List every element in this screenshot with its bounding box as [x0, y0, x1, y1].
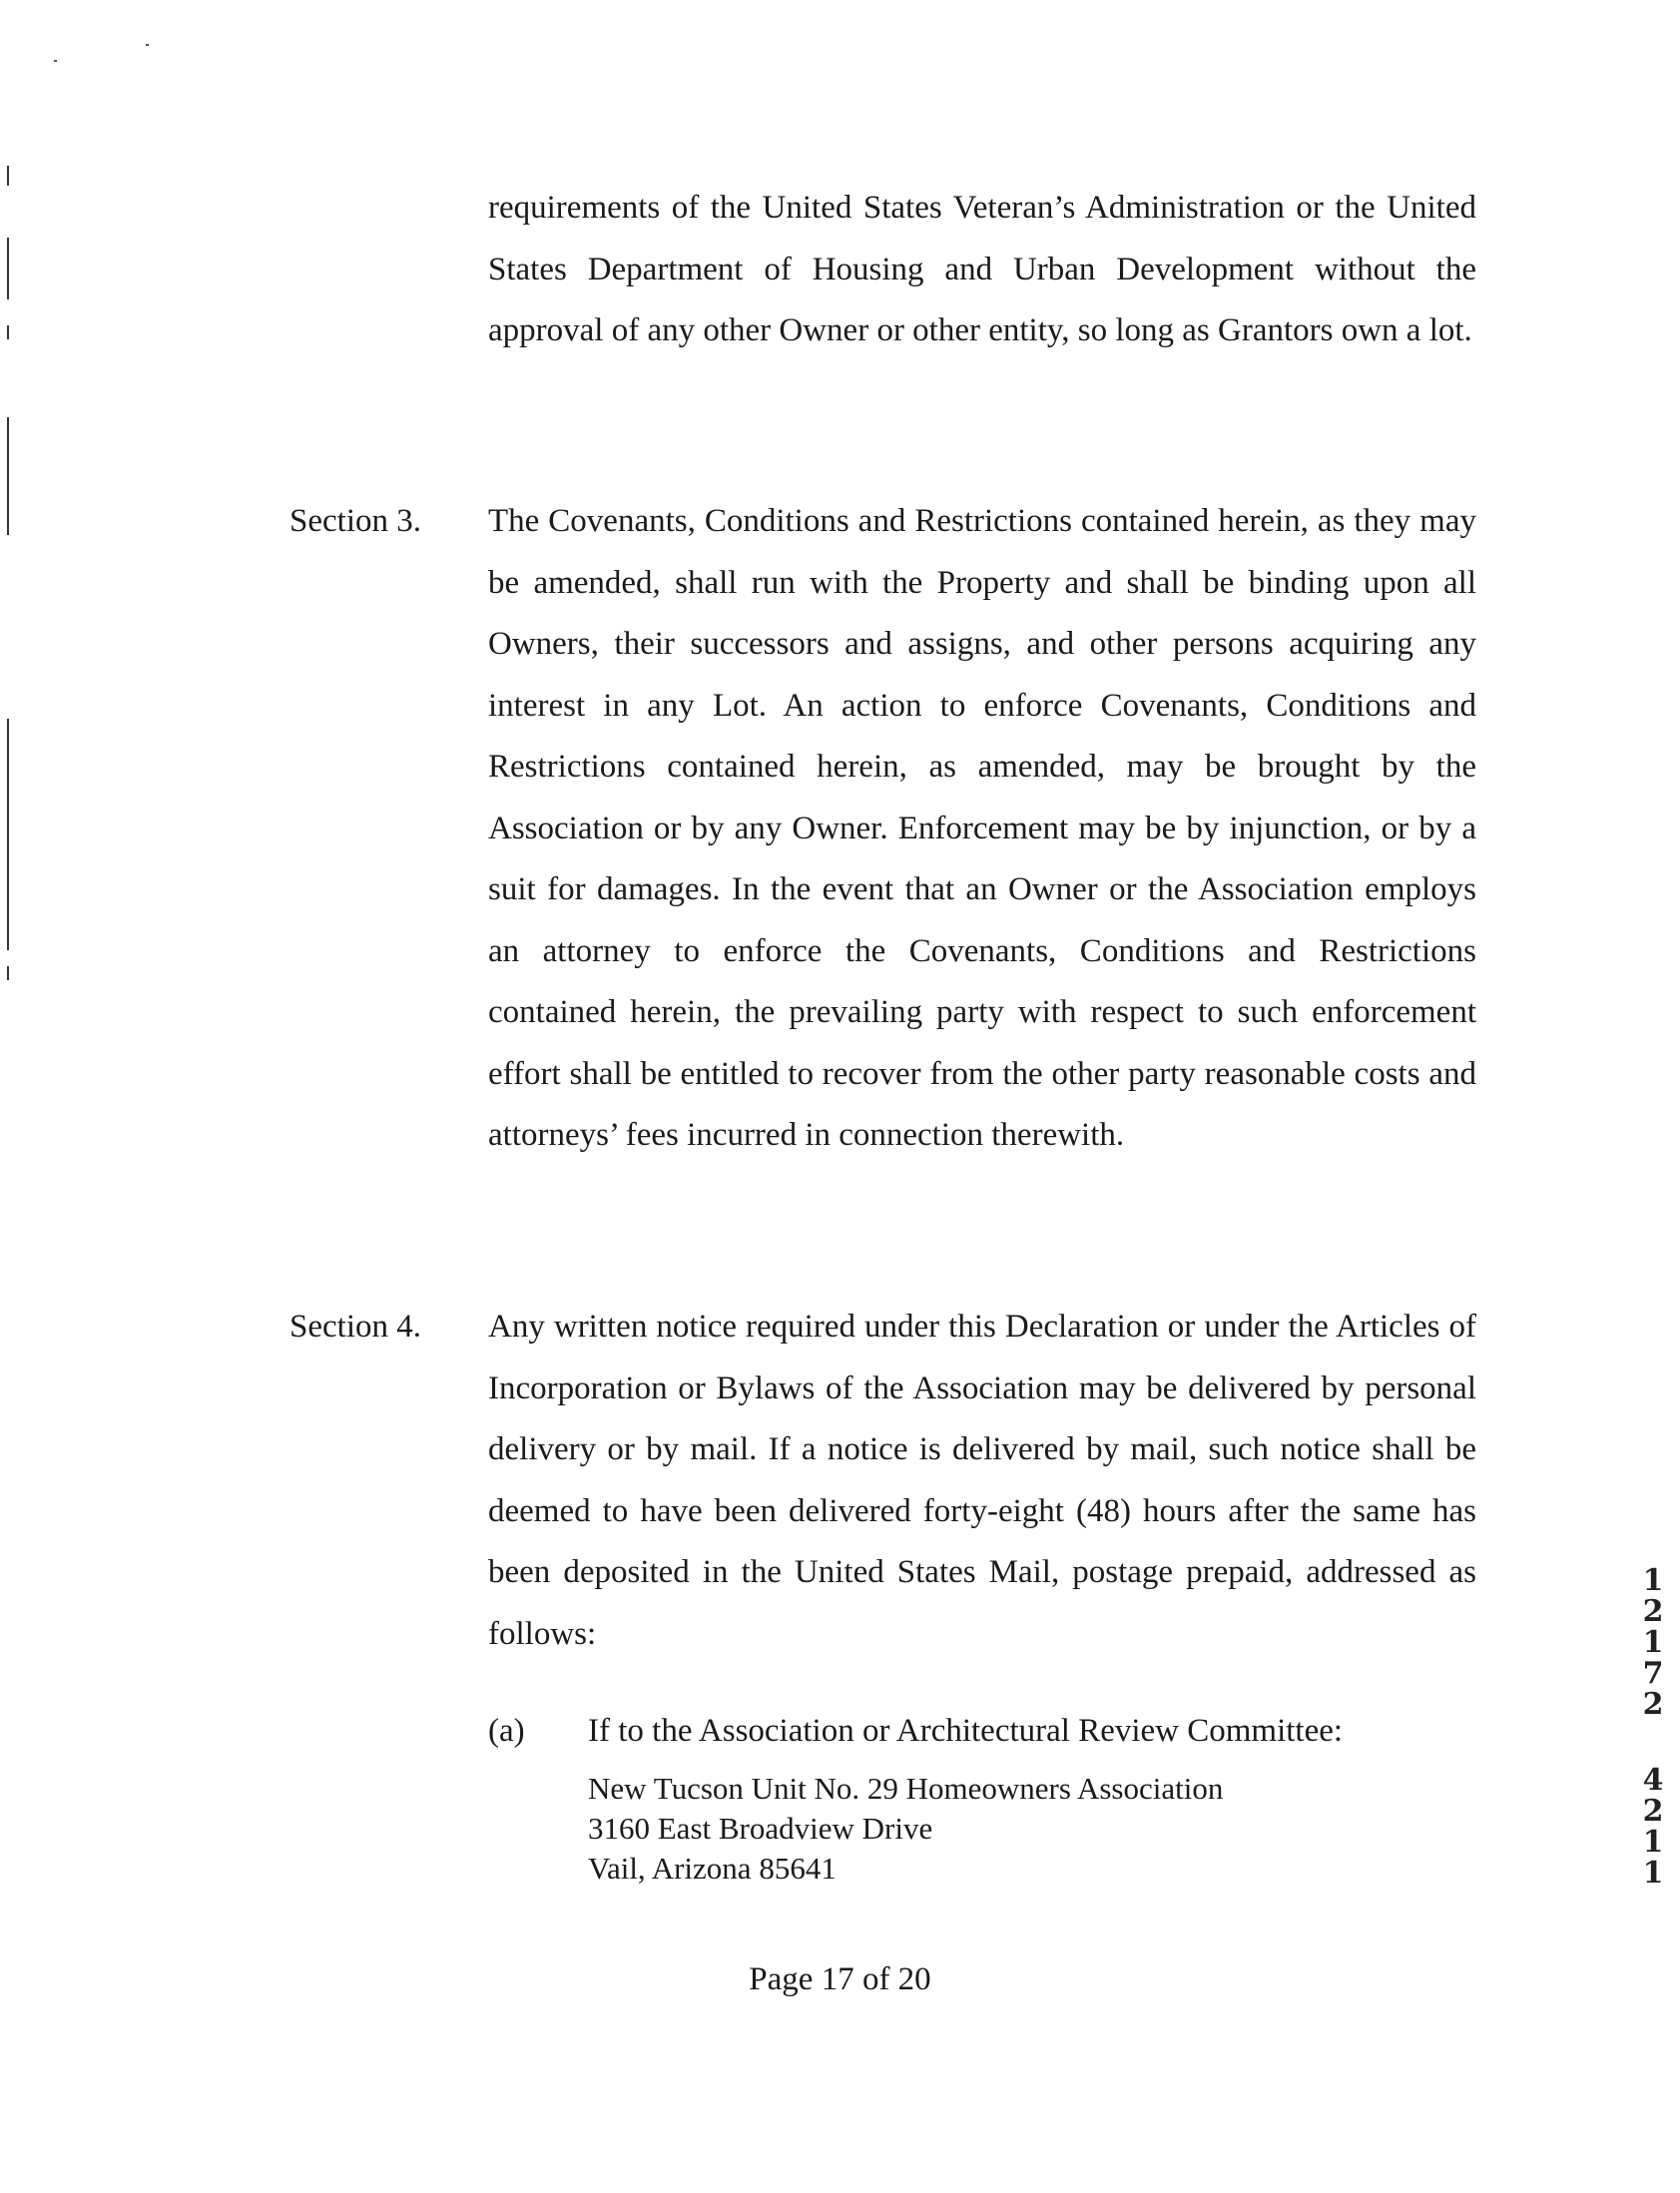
- recording-digit: 7: [1642, 1656, 1664, 1691]
- recording-digit: 1: [1642, 1856, 1664, 1891]
- recording-digit: 1: [1642, 1563, 1664, 1598]
- recording-number-bottom: [1639, 1765, 1667, 1889]
- recording-digit: 2: [1642, 1794, 1664, 1829]
- recording-digit: 4: [1642, 1763, 1664, 1798]
- margin-line: [7, 238, 9, 299]
- address-line-name: New Tucson Unit No. 29 Homeowners Association: [588, 1771, 1224, 1806]
- margin-line: [7, 166, 9, 186]
- subsection-a-label: (a): [488, 1713, 525, 1749]
- recording-digit: 2: [1642, 1687, 1664, 1722]
- margin-line: [7, 719, 9, 950]
- scan-speck: [146, 44, 149, 46]
- address-line-street: 3160 East Broadview Drive: [588, 1811, 933, 1846]
- section-3-label: Section 3.: [289, 503, 421, 539]
- scan-speck: [54, 60, 57, 62]
- section-4-label: Section 4.: [289, 1309, 421, 1345]
- association-address: [588, 1769, 1223, 1889]
- subsection-a-text: If to the Association or Architectural Review Committee:: [588, 1713, 1344, 1749]
- margin-line: [7, 325, 9, 339]
- recording-digit: 1: [1642, 1625, 1664, 1660]
- section-4-text: Any written notice required under this Declaration or under the Articles of Incorporation or Bylaws of the Association may be delivered by personal delivery or by mail. If a notice is delivered by mail, such notice shall be deemed to have been delivered forty-eight (48) hours after the same has been deposited in the United States Mail, postage prepaid, addressed as follows:: [488, 1309, 1476, 1652]
- section-3-text: The Covenants, Conditions and Restrictions contained herein, as they may be amended, shall run with the Property and shall be binding upon all Owners, their successors and assigns, and other persons acquiring any interest in any Lot. An action to enforce Covenants, Conditions and Restrictions contained herein, as amended, may be brought by the Association or by any Owner. Enforcement may be by injunction, or by a suit for damages. In the event that an Owner or the Association employs an attorney to enforce the Covenants, Conditions and Restrictions contained herein, the prevailing party with respect to such enforcement effort shall be entitled to recover from the other party reasonable costs and attorneys’ fees incurred in connection therewith.: [488, 503, 1476, 1153]
- recording-digit: 1: [1642, 1825, 1664, 1860]
- recording-number-top: [1639, 1565, 1667, 1720]
- margin-line: [7, 966, 9, 980]
- address-line-city: Vail, Arizona 85641: [588, 1851, 837, 1886]
- recording-digit: 2: [1642, 1594, 1664, 1629]
- page-number-footer: Page 17 of 20: [749, 1961, 931, 1997]
- margin-line: [7, 417, 9, 535]
- continuation-paragraph: requirements of the United States Veteran’s Administration or the United States Department of Housing and Urban Development without the approval of any other Owner or other entity, so long as Grantors own a lot.: [488, 190, 1476, 348]
